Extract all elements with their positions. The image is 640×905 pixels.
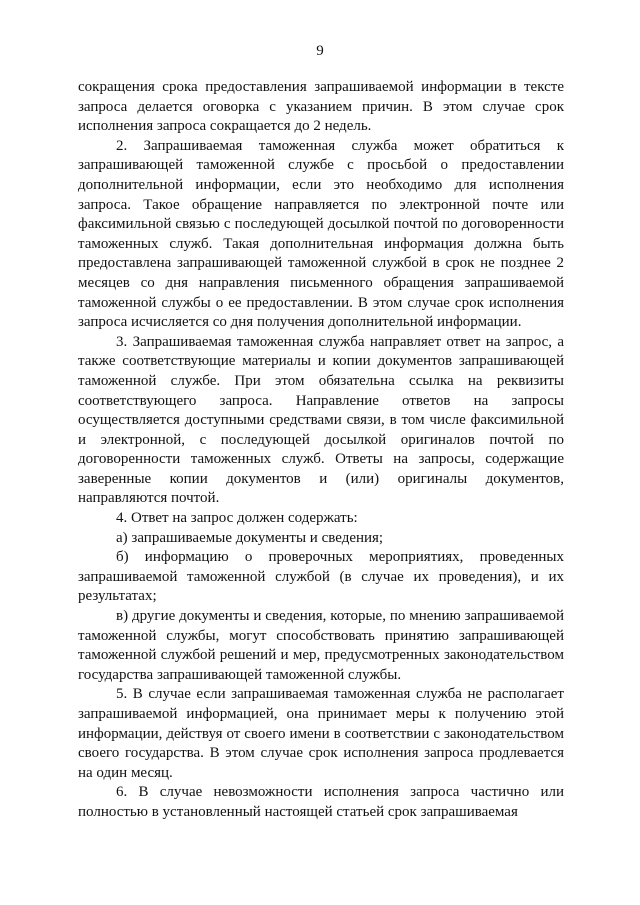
- paragraph-subitem-a: а) запрашиваемые документы и сведения;: [116, 529, 384, 546]
- paragraph-clause-3: 3. Запрашиваемая таможенная служба направляет ответ на запрос, а также соответствующие материалы и копии документов запрашивающей таможенной службе. При этом обязательна ссылка на реквизиты соответствующего запроса. Направление ответов на запросы осуществляется доступными средствами связи, в том числе факсимильной и электронной, с последующей досылкой оригиналов почтой по договоренности таможенных служб. Ответы на запросы, содержащие заверенные копии документов и (или) оригиналы документов, направляются почтой.: [78, 333, 564, 507]
- paragraph-clause-5: 5. В случае если запрашиваемая таможенная служба не располагает запрашиваемой информацией, она принимает меры к получению этой информации, действуя от своего имени в соответствии с законодательством своего государства. В этом случае срок исполнения запроса продлевается на один месяц.: [78, 686, 564, 781]
- paragraph-subitem-b: б) информацию о проверочных мероприятиях, проведенных запрашиваемой таможенной службой (в случае их проведения), и их результатах;: [78, 549, 564, 605]
- document-body: [78, 78, 564, 823]
- paragraph-clause-4: 4. Ответ на запрос должен содержать:: [116, 510, 358, 527]
- paragraph-clause-2: 2. Запрашиваемая таможенная служба может обратиться к запрашивающей таможенной службе с просьбой о предоставлении дополнительной информации, если это необходимо для исполнения запроса. Такое обращение направляется по электронной почте или факсимильной связью с последующей досылкой почтой по договоренности таможенных служб. Такая дополнительная информация должна быть предоставлена запрашивающей таможенной службой в срок не позднее 2 месяцев со дня направления письменного обращения запрашиваемой таможенной службы о ее предоставлении. В этом случае срок исполнения запроса исчисляется со дня получения дополнительной информации.: [78, 137, 564, 331]
- paragraph-clause-6: 6. В случае невозможности исполнения запроса частично или полностью в установленный настоящей статьей срок запрашиваемая: [78, 784, 564, 820]
- paragraph-subitem-v: в) другие документы и сведения, которые, по мнению запрашиваемой таможенной службы, могут способствовать принятию запрашивающей таможенной службой решений и мер, предусмотренных законодательством государства запрашивающей таможенной службы.: [78, 608, 564, 683]
- paragraph-continuation: сокращения срока предоставления запрашиваемой информации в тексте запроса делается оговорка с указанием причин. В этом случае срок исполнения запроса сокращается до 2 недель.: [78, 79, 564, 135]
- page-number: 9: [316, 43, 324, 59]
